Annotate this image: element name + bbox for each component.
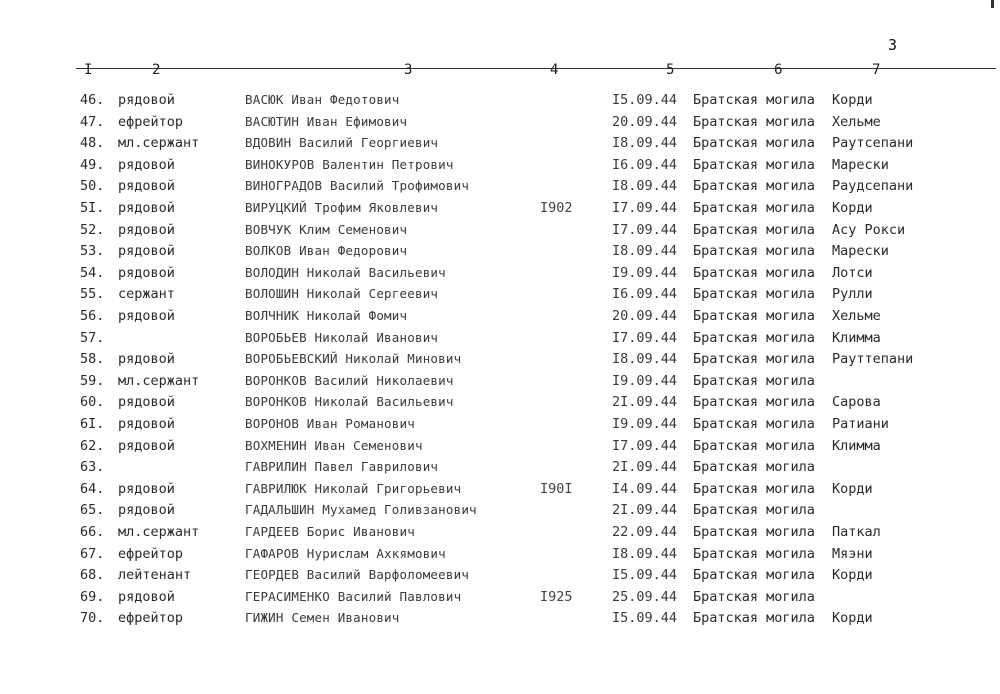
row-number: 50. xyxy=(80,178,105,195)
row-burial-place: Лотси xyxy=(832,264,873,281)
row-birth-year: I925 xyxy=(540,588,573,605)
table-row xyxy=(0,587,1000,607)
table-row xyxy=(0,479,1000,499)
row-burial-place: Раутсепани xyxy=(832,135,914,152)
page-number: 3 xyxy=(888,36,898,54)
row-death-date: I8.09.44 xyxy=(612,243,678,260)
row-burial-type: Братская могила xyxy=(693,351,815,368)
row-soldier-name: ГЕРАСИМЕНКО Василий Павлович xyxy=(245,588,462,604)
row-soldier-name: ВОХМЕНИН Иван Семенович xyxy=(245,437,423,453)
row-death-date: 20.09.44 xyxy=(612,308,678,324)
column-header-4: 4 xyxy=(550,62,559,78)
row-burial-place: Корди xyxy=(832,567,873,584)
row-soldier-name: ВОРОБЬЕВ Николай Иванович xyxy=(245,329,439,345)
row-burial-place: Раудсепани xyxy=(832,178,914,195)
row-burial-type: Братская могила xyxy=(693,480,815,497)
row-death-date: I9.09.44 xyxy=(612,416,678,432)
row-burial-type: Братская могила xyxy=(693,308,815,324)
row-death-date: 20.09.44 xyxy=(612,113,678,130)
row-death-date: 2I.09.44 xyxy=(612,394,678,411)
table-row xyxy=(0,155,1000,175)
row-burial-type: Братская могила xyxy=(693,329,815,346)
row-number: 67. xyxy=(80,545,105,562)
row-burial-type: Братская могила xyxy=(693,200,815,216)
row-rank: рядовой xyxy=(118,308,175,324)
row-burial-place: Паткал xyxy=(832,524,881,540)
row-burial-place: Сарова xyxy=(832,394,881,411)
row-number: 48. xyxy=(80,135,105,152)
row-number: 65. xyxy=(80,502,105,519)
row-burial-place: Климма xyxy=(832,329,881,346)
row-rank: рядовой xyxy=(118,502,175,519)
row-number: 47. xyxy=(80,113,105,130)
row-death-date: I7.09.44 xyxy=(612,200,678,216)
table-row xyxy=(0,284,1000,304)
row-number: 64. xyxy=(80,480,105,497)
row-death-date: I6.09.44 xyxy=(612,156,678,173)
row-birth-year: I90I xyxy=(540,480,573,497)
row-rank: рядовой xyxy=(118,178,175,195)
row-rank: мл.сержант xyxy=(118,524,200,540)
table-row xyxy=(0,522,1000,542)
table-row xyxy=(0,112,1000,132)
row-burial-place: Корди xyxy=(832,480,873,497)
row-number: 46. xyxy=(80,92,105,108)
row-death-date: I9.09.44 xyxy=(612,372,678,389)
row-death-date: I9.09.44 xyxy=(612,264,678,281)
row-number: 70. xyxy=(80,610,105,627)
row-soldier-name: ВОРОНКОВ Николай Васильевич xyxy=(245,394,454,410)
row-rank: ефрейтор xyxy=(118,610,184,627)
row-burial-place: Асу Рокси xyxy=(832,221,906,238)
row-burial-type: Братская могила xyxy=(693,264,815,281)
table-row xyxy=(0,608,1000,628)
row-death-date: I7.09.44 xyxy=(612,437,678,454)
table-row xyxy=(0,349,1000,369)
row-burial-place: Корди xyxy=(832,610,873,627)
row-burial-type: Братская могила xyxy=(693,437,815,454)
row-burial-type: Братская могила xyxy=(693,156,815,173)
table-row xyxy=(0,241,1000,261)
row-death-date: I7.09.44 xyxy=(612,329,678,346)
row-soldier-name: ВОВЧУК Клим Семенович xyxy=(245,221,408,237)
row-number: 52. xyxy=(80,221,105,238)
row-burial-place: Корди xyxy=(832,200,873,216)
row-soldier-name: ВИНОГРАДОВ Василий Трофимович xyxy=(245,178,470,194)
row-soldier-name: ГЕОРДЕВ Василий Варфоломеевич xyxy=(245,567,470,583)
row-burial-type: Братская могила xyxy=(693,113,815,130)
row-burial-place: Хельме xyxy=(832,113,881,130)
row-rank: ефрейтор xyxy=(118,545,184,562)
row-soldier-name: ГАВРИЛЮК Николай Григорьевич xyxy=(245,480,462,496)
row-rank: рядовой xyxy=(118,221,175,238)
row-rank: рядовой xyxy=(118,200,175,216)
table-row xyxy=(0,500,1000,520)
row-rank: сержант xyxy=(118,286,175,303)
row-burial-type: Братская могила xyxy=(693,545,815,562)
row-burial-type: Братская могила xyxy=(693,243,815,260)
row-death-date: 25.09.44 xyxy=(612,588,678,605)
row-number: 66. xyxy=(80,524,105,540)
row-soldier-name: ГИЖИН Семен Иванович xyxy=(245,610,400,626)
row-soldier-name: ГАРДЕЕВ Борис Иванович xyxy=(245,524,415,539)
row-burial-type: Братская могила xyxy=(693,588,815,605)
row-death-date: I8.09.44 xyxy=(612,135,678,152)
row-burial-place: Рулли xyxy=(832,286,873,303)
row-soldier-name: ГАФАРОВ Нурислам Ахкямович xyxy=(245,545,446,561)
table-row xyxy=(0,414,1000,434)
row-burial-type: Братская могила xyxy=(693,135,815,152)
row-soldier-name: ВОРОБЬЕВСКИЙ Николай Минович xyxy=(245,351,462,367)
column-header-6: 6 xyxy=(774,62,783,78)
table-row xyxy=(0,371,1000,391)
row-soldier-name: ВОЛОШИН Николай Сергеевич xyxy=(245,286,439,302)
row-burial-type: Братская могила xyxy=(693,178,815,195)
row-burial-place: Марески xyxy=(832,243,889,260)
row-rank: рядовой xyxy=(118,480,175,497)
row-number: 58. xyxy=(80,351,105,368)
scan-mark xyxy=(991,0,994,8)
row-death-date: I8.09.44 xyxy=(612,545,678,562)
column-header-5: 5 xyxy=(666,62,675,78)
row-number: 62. xyxy=(80,437,105,454)
row-death-date: I8.09.44 xyxy=(612,351,678,368)
table-row xyxy=(0,176,1000,196)
row-rank: рядовой xyxy=(118,351,175,368)
column-header-7: 7 xyxy=(872,62,881,78)
row-burial-type: Братская могила xyxy=(693,502,815,519)
table-row xyxy=(0,436,1000,456)
table-row xyxy=(0,306,1000,326)
row-number: 57. xyxy=(80,329,105,346)
row-rank: рядовой xyxy=(118,92,175,108)
row-number: 53. xyxy=(80,243,105,260)
table-row xyxy=(0,392,1000,412)
row-burial-place: Мяэни xyxy=(832,545,873,562)
row-burial-type: Братская могила xyxy=(693,567,815,584)
table-row xyxy=(0,133,1000,153)
row-rank: рядовой xyxy=(118,243,175,260)
row-number: 5I. xyxy=(80,200,105,216)
row-burial-type: Братская могила xyxy=(693,610,815,627)
row-death-date: I6.09.44 xyxy=(612,286,678,303)
row-soldier-name: ВОЛОДИН Николай Васильевич xyxy=(245,264,446,280)
table-row xyxy=(0,263,1000,283)
row-soldier-name: ГАВРИЛИН Павел Гаврилович xyxy=(245,459,439,475)
row-rank: мл.сержант xyxy=(118,135,200,152)
row-burial-place: Марески xyxy=(832,156,889,173)
row-number: 68. xyxy=(80,567,105,584)
row-number: 69. xyxy=(80,588,105,605)
row-death-date: 22.09.44 xyxy=(612,524,678,540)
row-rank: рядовой xyxy=(118,437,175,454)
row-rank: рядовой xyxy=(118,416,175,432)
row-burial-type: Братская могила xyxy=(693,459,815,476)
table-row xyxy=(0,544,1000,564)
column-header-2: 2 xyxy=(152,62,161,78)
row-burial-type: Братская могила xyxy=(693,221,815,238)
row-death-date: I4.09.44 xyxy=(612,480,678,497)
row-death-date: I7.09.44 xyxy=(612,221,678,238)
row-burial-place: Корди xyxy=(832,92,873,108)
row-rank: рядовой xyxy=(118,394,175,411)
row-rank: ефрейтор xyxy=(118,113,184,130)
row-death-date: I5.09.44 xyxy=(612,610,678,627)
row-soldier-name: ВОЛЧНИК Николай Фомич xyxy=(245,308,408,323)
row-soldier-name: ГАДАЛЬШИН Мухамед Голивзанович xyxy=(245,502,477,518)
row-soldier-name: ВОРОНОВ Иван Романович xyxy=(245,416,415,431)
column-header-1: I xyxy=(84,62,93,78)
row-soldier-name: ВОЛКОВ Иван Федорович xyxy=(245,243,408,259)
row-burial-type: Братская могила xyxy=(693,286,815,303)
row-rank: рядовой xyxy=(118,264,175,281)
row-number: 6I. xyxy=(80,416,105,432)
row-number: 59. xyxy=(80,372,105,389)
row-death-date: I5.09.44 xyxy=(612,567,678,584)
row-number: 56. xyxy=(80,308,105,324)
table-row xyxy=(0,565,1000,585)
row-death-date: I5.09.44 xyxy=(612,92,678,108)
row-burial-type: Братская могила xyxy=(693,394,815,411)
row-rank: лейтенант xyxy=(118,567,192,584)
row-death-date: I8.09.44 xyxy=(612,178,678,195)
row-number: 63. xyxy=(80,459,105,476)
row-number: 54. xyxy=(80,264,105,281)
row-soldier-name: ВОРОНКОВ Василий Николаевич xyxy=(245,372,454,388)
table-row xyxy=(0,457,1000,477)
row-death-date: 2I.09.44 xyxy=(612,459,678,476)
row-soldier-name: ВДОВИН Василий Георгиевич xyxy=(245,135,439,151)
row-burial-place: Ратиани xyxy=(832,416,889,432)
row-rank: рядовой xyxy=(118,588,175,605)
row-rank: мл.сержант xyxy=(118,372,200,389)
table-row xyxy=(0,220,1000,240)
row-burial-place: Рауттепани xyxy=(832,351,914,368)
row-soldier-name: ВИРУЦКИЙ Трофим Яковлевич xyxy=(245,200,439,215)
column-header-row xyxy=(60,62,1000,80)
row-burial-place: Хельме xyxy=(832,308,881,324)
row-burial-type: Братская могила xyxy=(693,92,815,108)
row-death-date: 2I.09.44 xyxy=(612,502,678,519)
table-row xyxy=(0,90,1000,110)
row-burial-type: Братская могила xyxy=(693,416,815,432)
row-number: 55. xyxy=(80,286,105,303)
table-row xyxy=(0,328,1000,348)
row-birth-year: I902 xyxy=(540,200,573,216)
column-header-3: 3 xyxy=(404,62,413,78)
row-soldier-name: ВАСЮТИН Иван Ефимович xyxy=(245,113,408,129)
table-row xyxy=(0,198,1000,218)
row-burial-type: Братская могила xyxy=(693,372,815,389)
row-burial-place: Климма xyxy=(832,437,881,454)
row-soldier-name: ВАСЮК Иван Федотович xyxy=(245,92,400,107)
row-rank: рядовой xyxy=(118,156,175,173)
row-number: 60. xyxy=(80,394,105,411)
row-number: 49. xyxy=(80,156,105,173)
row-soldier-name: ВИНОКУРОВ Валентин Петрович xyxy=(245,156,454,172)
row-burial-type: Братская могила xyxy=(693,524,815,540)
